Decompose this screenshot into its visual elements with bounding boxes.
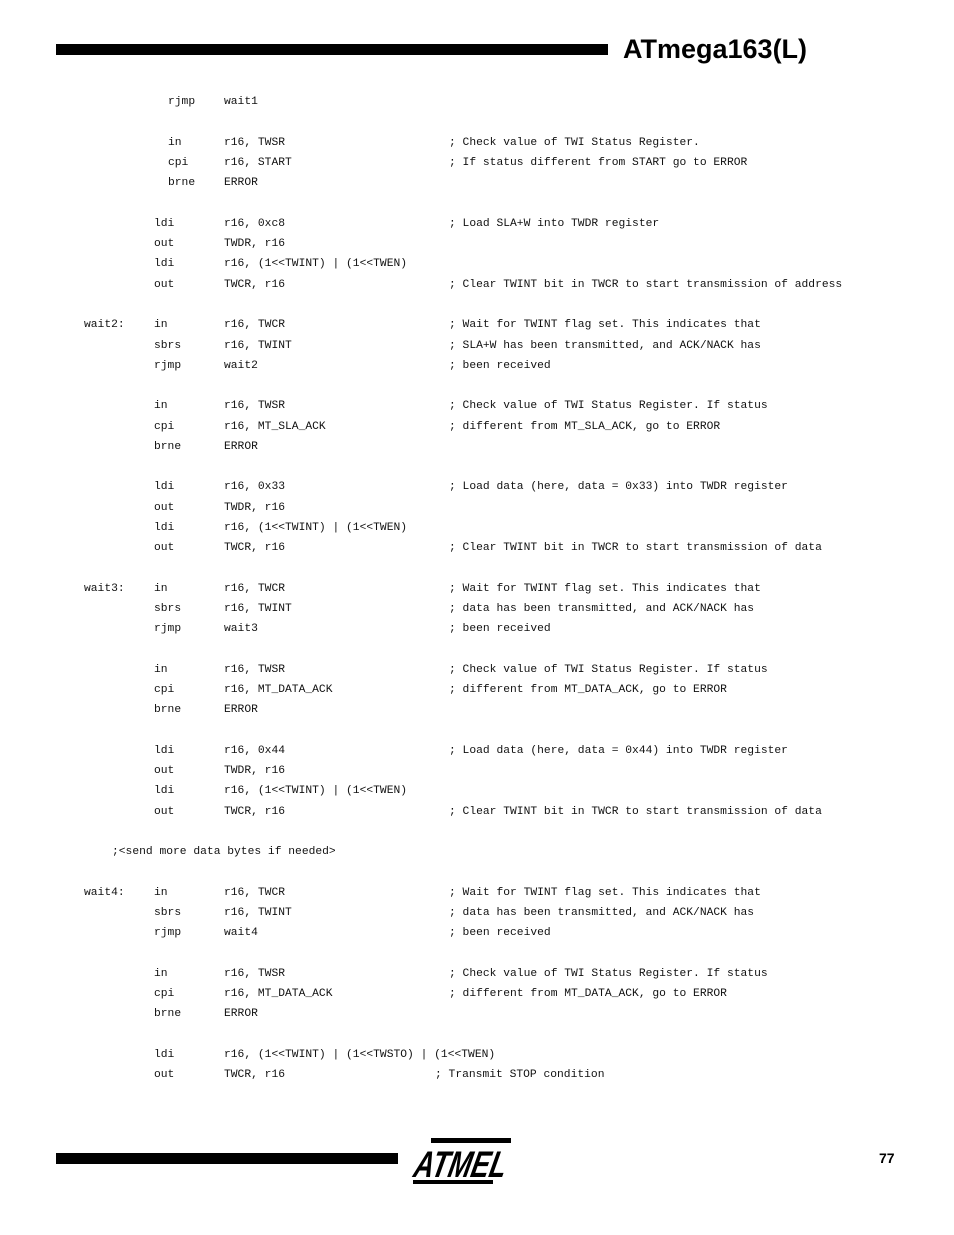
code-operands: TWDR, r16 [224, 502, 286, 514]
code-line [0, 500, 954, 516]
code-operands: r16, TWSR [224, 400, 286, 412]
code-line [0, 905, 954, 921]
code-mnemonic: in [154, 887, 168, 899]
svg-text:ATMEL: ATMEL [410, 1143, 545, 1185]
code-line [0, 925, 954, 941]
code-operands: r16, 0x44 [224, 745, 286, 757]
code-line [0, 94, 954, 110]
code-operands: r16, MT_DATA_ACK [224, 684, 333, 696]
code-line [0, 358, 954, 374]
code-line [0, 419, 954, 435]
code-line [0, 135, 954, 151]
code-line [0, 581, 954, 597]
code-mnemonic: rjmp [168, 96, 196, 108]
code-line [0, 763, 954, 779]
code-label: wait2: [84, 319, 125, 331]
code-comment: ; different from MT_DATA_ACK, go to ERROR [449, 988, 727, 1000]
code-operands: ERROR [224, 704, 258, 716]
code-operands: wait3 [224, 623, 258, 635]
document-title: ATmega163(L) [623, 34, 808, 64]
code-operands: r16, TWINT [224, 603, 292, 615]
code-operands: r16, (1<<TWINT) | (1<<TWEN) [224, 785, 408, 797]
code-line [0, 479, 954, 495]
code-mnemonic: ldi [154, 258, 175, 270]
code-comment: ; Clear TWINT bit in TWCR to start transmission of data [449, 806, 822, 818]
code-line [0, 277, 954, 293]
code-line [0, 986, 954, 1002]
code-operands: r16, TWSR [224, 664, 286, 676]
code-line [0, 682, 954, 698]
code-comment: ; been received [449, 623, 551, 635]
code-mnemonic: brne [154, 441, 182, 453]
code-line [0, 1047, 954, 1063]
code-comment: ; Wait for TWINT flag set. This indicates that [449, 319, 761, 331]
code-mnemonic: sbrs [154, 340, 182, 352]
code-operands: TWCR, r16 [224, 1069, 286, 1081]
code-mnemonic: ldi [154, 785, 175, 797]
code-operands: r16, (1<<TWINT) | (1<<TWEN) [224, 522, 408, 534]
code-mnemonic: cpi [154, 421, 175, 433]
code-line [0, 216, 954, 232]
code-comment: ; SLA+W has been transmitted, and ACK/NACK has [449, 340, 761, 352]
code-operands: r16, TWCR [224, 319, 286, 331]
code-operands: r16, MT_SLA_ACK [224, 421, 326, 433]
code-line [0, 540, 954, 556]
code-line [0, 885, 954, 901]
code-operands: r16, TWCR [224, 583, 286, 595]
code-line [0, 317, 954, 333]
code-mnemonic: in [154, 968, 168, 980]
code-mnemonic: ldi [154, 745, 175, 757]
code-mnemonic: rjmp [154, 360, 182, 372]
code-comment: ; Check value of TWI Status Register. If status [449, 968, 768, 980]
code-line [0, 439, 954, 455]
code-comment: ; been received [449, 927, 551, 939]
code-comment: ; Wait for TWINT flag set. This indicates that [449, 887, 761, 899]
code-operands: wait4 [224, 927, 258, 939]
code-line [0, 702, 954, 718]
code-mnemonic: sbrs [154, 603, 182, 615]
code-operands: r16, 0x33 [224, 481, 286, 493]
code-mnemonic: ldi [154, 218, 175, 230]
code-comment: ; Clear TWINT bit in TWCR to start transmission of data [449, 542, 822, 554]
code-comment: ; Wait for TWINT flag set. This indicates that [449, 583, 761, 595]
code-operands: r16, TWCR [224, 887, 286, 899]
code-mnemonic: cpi [154, 684, 175, 696]
code-comment: ; Check value of TWI Status Register. If status [449, 664, 768, 676]
code-label: wait4: [84, 887, 125, 899]
code-line [0, 236, 954, 252]
code-comment: ; Transmit STOP condition [435, 1069, 605, 1081]
atmel-logo [410, 1136, 545, 1186]
code-operands: TWCR, r16 [224, 542, 286, 554]
code-comment: ; If status different from START go to ERROR [449, 157, 748, 169]
code-mnemonic: in [154, 664, 168, 676]
code-operands: ERROR [224, 441, 258, 453]
code-mnemonic: out [154, 502, 175, 514]
code-line [0, 601, 954, 617]
code-mnemonic: out [154, 279, 175, 291]
code-line [0, 1006, 954, 1022]
code-operands: ERROR [224, 177, 258, 189]
code-mnemonic: in [154, 400, 168, 412]
code-line [0, 398, 954, 414]
code-mnemonic: rjmp [154, 927, 182, 939]
code-operands: r16, 0xc8 [224, 218, 286, 230]
code-line [0, 662, 954, 678]
code-mnemonic: in [154, 583, 168, 595]
code-mnemonic: ldi [154, 522, 175, 534]
code-label: ;<send more data bytes if needed> [112, 846, 336, 858]
code-operands: r16, (1<<TWINT) | (1<<TWSTO) | (1<<TWEN) [224, 1049, 496, 1061]
code-comment: ; Load SLA+W into TWDR register [449, 218, 660, 230]
code-operands: r16, TWSR [224, 968, 286, 980]
code-comment: ; Clear TWINT bit in TWCR to start transmission of address [449, 279, 843, 291]
code-line [0, 155, 954, 171]
code-mnemonic: ldi [154, 481, 175, 493]
code-line [0, 804, 954, 820]
code-operands: wait1 [224, 96, 258, 108]
code-operands: wait2 [224, 360, 258, 372]
code-operands: ERROR [224, 1008, 258, 1020]
code-comment-line [0, 844, 954, 860]
code-line [0, 1067, 954, 1083]
code-comment: ; Load data (here, data = 0x33) into TWDR register [449, 481, 788, 493]
code-operands: r16, MT_DATA_ACK [224, 988, 333, 1000]
code-line [0, 783, 954, 799]
page-number: 77 [879, 1150, 895, 1166]
code-operands: r16, START [224, 157, 292, 169]
code-comment: ; Check value of TWI Status Register. [449, 137, 700, 149]
code-label: wait3: [84, 583, 125, 595]
code-line [0, 520, 954, 536]
code-mnemonic: out [154, 238, 175, 250]
code-line [0, 256, 954, 272]
code-mnemonic: cpi [168, 157, 189, 169]
code-mnemonic: out [154, 542, 175, 554]
code-comment: ; been received [449, 360, 551, 372]
footer-rule [56, 1153, 398, 1164]
code-line [0, 621, 954, 637]
code-line [0, 966, 954, 982]
code-operands: r16, TWSR [224, 137, 286, 149]
code-mnemonic: out [154, 765, 175, 777]
code-comment: ; Load data (here, data = 0x44) into TWDR register [449, 745, 788, 757]
code-operands: TWCR, r16 [224, 279, 286, 291]
code-mnemonic: sbrs [154, 907, 182, 919]
code-comment: ; different from MT_DATA_ACK, go to ERROR [449, 684, 727, 696]
code-mnemonic: brne [168, 177, 196, 189]
code-operands: TWDR, r16 [224, 765, 286, 777]
code-mnemonic: out [154, 806, 175, 818]
header-rule [56, 44, 608, 55]
code-operands: r16, TWINT [224, 340, 292, 352]
code-mnemonic: ldi [154, 1049, 175, 1061]
code-mnemonic: brne [154, 704, 182, 716]
code-comment: ; data has been transmitted, and ACK/NACK has [449, 603, 755, 615]
code-operands: TWDR, r16 [224, 238, 286, 250]
code-operands: r16, TWINT [224, 907, 292, 919]
code-line [0, 743, 954, 759]
code-line [0, 338, 954, 354]
code-mnemonic: rjmp [154, 623, 182, 635]
code-comment: ; data has been transmitted, and ACK/NACK has [449, 907, 755, 919]
code-mnemonic: in [168, 137, 182, 149]
code-mnemonic: out [154, 1069, 175, 1081]
code-comment: ; different from MT_SLA_ACK, go to ERROR [449, 421, 721, 433]
code-mnemonic: cpi [154, 988, 175, 1000]
code-mnemonic: in [154, 319, 168, 331]
code-operands: TWCR, r16 [224, 806, 286, 818]
code-mnemonic: brne [154, 1008, 182, 1020]
code-line [0, 175, 954, 191]
code-operands: r16, (1<<TWINT) | (1<<TWEN) [224, 258, 408, 270]
code-comment: ; Check value of TWI Status Register. If status [449, 400, 768, 412]
